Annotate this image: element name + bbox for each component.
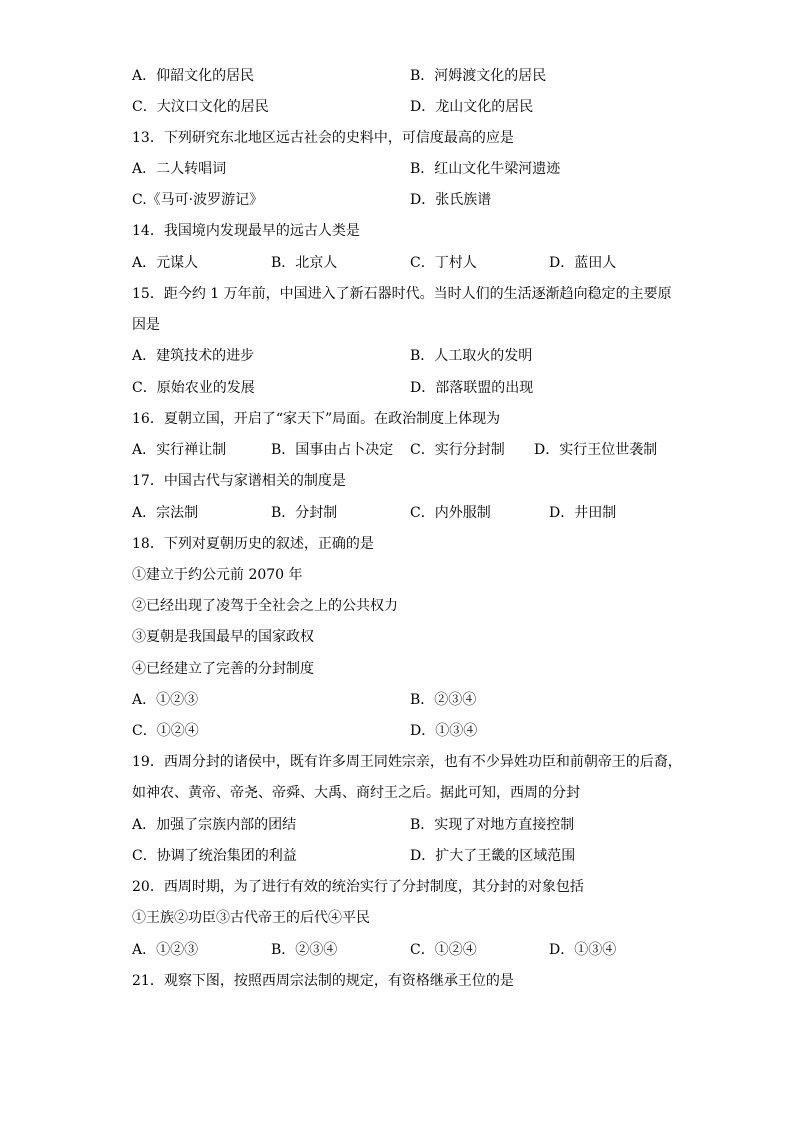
q18-item-3: ③夏朝是我国最早的国家政权 xyxy=(132,629,314,645)
q14-option-a[interactable]: A．元谋人 xyxy=(132,255,199,271)
q13-option-d[interactable]: D．张氏族谱 xyxy=(410,192,492,208)
q15-option-a[interactable]: A．建筑技术的进步 xyxy=(132,348,255,364)
q14-option-b[interactable]: B．北京人 xyxy=(271,255,338,271)
q13-option-b[interactable]: B．红山文化牛梁河遗迹 xyxy=(410,161,561,177)
q19-option-d[interactable]: D．扩大了王畿的区域范围 xyxy=(410,848,576,864)
q20-option-d[interactable]: D．①③④ xyxy=(549,942,617,958)
q15-stem-line1: 15．距今约 1 万年前，中国进入了新石器时代。当时人们的生活逐渐趋向稳定的主要原 xyxy=(132,286,672,302)
q19-option-a[interactable]: A．加强了宗族内部的团结 xyxy=(132,817,297,833)
q17-option-d[interactable]: D．井田制 xyxy=(549,505,617,521)
q20-items: ①王族②功臣③古代帝王的后代④平民 xyxy=(132,910,370,926)
q15-stem-line2: 因是 xyxy=(132,317,160,333)
q15-option-c[interactable]: C．原始农业的发展 xyxy=(132,380,255,396)
q18-stem: 18．下列对夏朝历史的叙述，正确的是 xyxy=(132,536,374,552)
q14-option-d[interactable]: D．蓝田人 xyxy=(549,255,617,271)
q18-item-4: ④已经建立了完善的分封制度 xyxy=(132,661,314,677)
q15-option-b[interactable]: B．人工取火的发明 xyxy=(410,348,533,364)
q18-option-a[interactable]: A．①②③ xyxy=(132,692,199,708)
q21-stem: 21．观察下图，按照西周宗法制的规定，有资格继承王位的是 xyxy=(132,973,514,989)
q17-stem: 17．中国古代与家谱相关的制度是 xyxy=(132,473,346,489)
q16-option-d[interactable]: D．实行王位世袭制 xyxy=(534,442,658,458)
q18-item-2: ②已经出现了凌驾于全社会之上的公共权力 xyxy=(132,598,398,614)
q20-stem: 20．西周时期，为了进行有效的统治实行了分封制度，其分封的对象包括 xyxy=(132,879,584,895)
q16-option-a[interactable]: A．实行禅让制 xyxy=(132,442,227,458)
q19-stem-line2: 如神农、黄帝、帝尧、帝舜、大禹、商纣王之后。据此可知，西周的分封 xyxy=(132,785,580,801)
q17-option-c[interactable]: C．内外服制 xyxy=(410,505,491,521)
q19-stem-line1: 19．西周分封的诸侯中，既有许多周王同姓宗亲，也有不少异姓功臣和前朝帝王的后裔， xyxy=(132,754,682,770)
q13-stem: 13．下列研究东北地区远古社会的史料中，可信度最高的应是 xyxy=(132,130,514,146)
q13-option-a[interactable]: A．二人转唱词 xyxy=(132,161,227,177)
q17-option-a[interactable]: A．宗法制 xyxy=(132,505,199,521)
q20-option-a[interactable]: A．①②③ xyxy=(132,942,199,958)
q19-option-b[interactable]: B．实现了对地方直接控制 xyxy=(410,817,575,833)
q14-stem: 14．我国境内发现最早的远古人类是 xyxy=(132,223,360,239)
q19-option-c[interactable]: C．协调了统治集团的利益 xyxy=(132,848,297,864)
q18-option-d[interactable]: D．①③④ xyxy=(410,723,478,739)
q12-option-a[interactable]: A．仰韶文化的居民 xyxy=(132,68,255,84)
q16-stem: 16．夏朝立国，开启了“家天下”局面。在政治制度上体现为 xyxy=(132,411,501,427)
q15-option-d[interactable]: D．部落联盟的出现 xyxy=(410,380,534,396)
q17-option-b[interactable]: B．分封制 xyxy=(271,505,338,521)
q20-option-c[interactable]: C．①②④ xyxy=(410,942,477,958)
q13-option-c[interactable]: C.《马可·波罗游记》 xyxy=(132,192,264,208)
q18-item-1: ①建立于约公元前 2070 年 xyxy=(132,567,303,583)
q16-option-b[interactable]: B．国事由占卜决定 xyxy=(271,442,394,458)
q12-option-d[interactable]: D．龙山文化的居民 xyxy=(410,99,534,115)
q12-option-c[interactable]: C．大汶口文化的居民 xyxy=(132,99,269,115)
q18-option-b[interactable]: B．②③④ xyxy=(410,692,477,708)
q14-option-c[interactable]: C．丁村人 xyxy=(410,255,477,271)
q18-option-c[interactable]: C．①②④ xyxy=(132,723,199,739)
q16-option-c[interactable]: C．实行分封制 xyxy=(410,442,505,458)
q12-option-b[interactable]: B．河姆渡文化的居民 xyxy=(410,68,547,84)
q20-option-b[interactable]: B．②③④ xyxy=(271,942,338,958)
